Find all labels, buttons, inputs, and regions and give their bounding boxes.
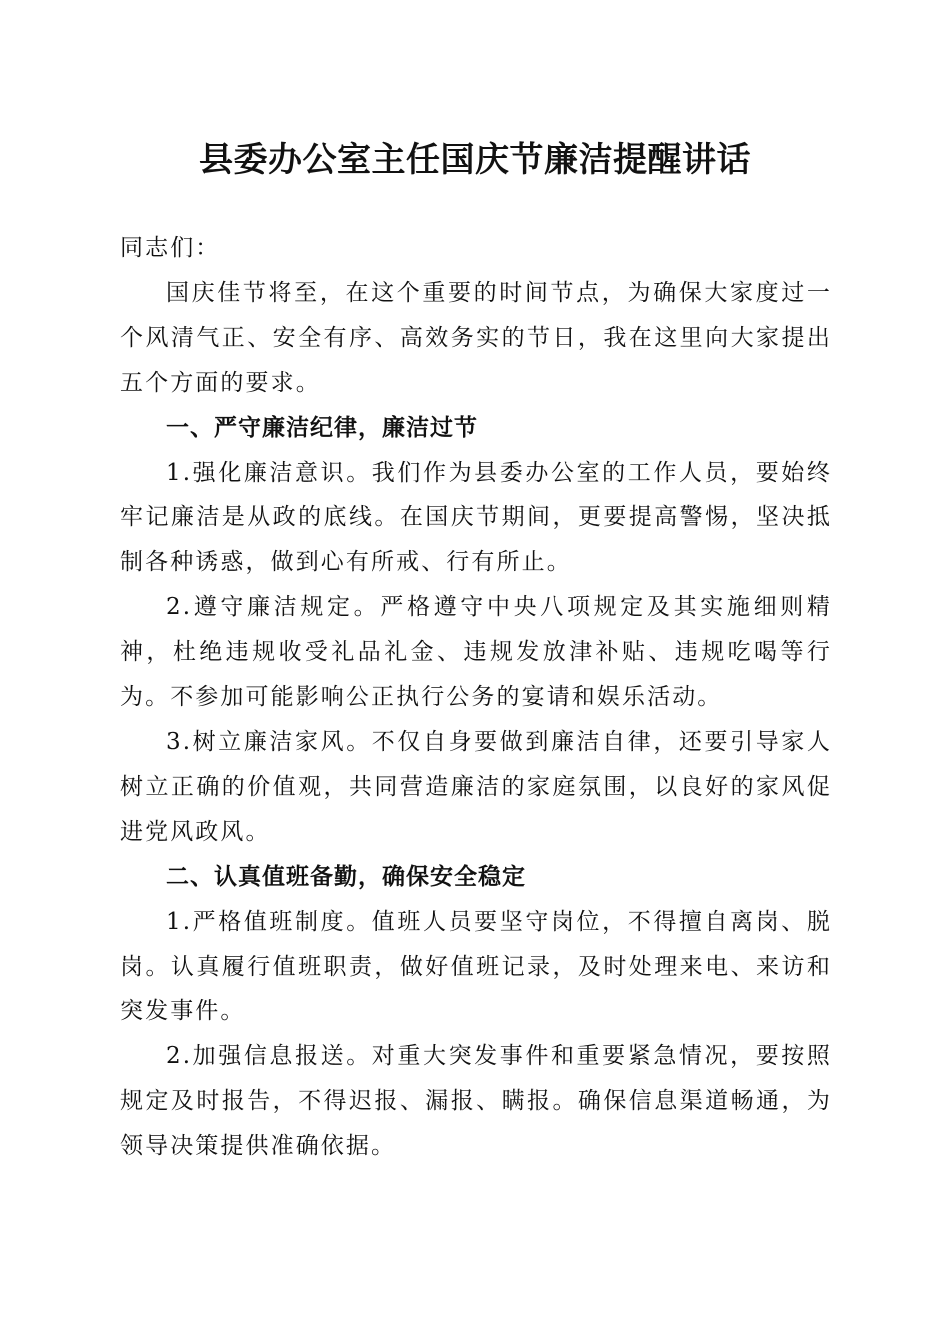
intro-paragraph: 国庆佳节将至，在这个重要的时间节点，为确保大家度过一个风清气正、安全有序、高效务实的节日，我在这里向大家提出五个方面的要求。 [120, 279, 832, 396]
section-2-paragraph-2: 2.加强信息报送。对重大突发事件和重要紧急情况，要按照规定及时报告，不得迟报、漏报、瞒报。确保信息渠道畅通，为领导决策提供准确依据。 [120, 1043, 832, 1160]
section-1-paragraph-1: 1.强化廉洁意识。我们作为县委办公室的工作人员，要始终牢记廉洁是从政的底线。在国庆节期间，更要提高警惕，坚决抵制各种诱惑，做到心有所戒、行有所止。 [120, 459, 832, 576]
section-1-paragraph-3: 3.树立廉洁家风。不仅自身要做到廉洁自律，还要引导家人树立正确的价值观，共同营造廉洁的家庭氛围，以良好的家风促进党风政风。 [120, 728, 832, 845]
salutation: 同志们： [120, 235, 221, 261]
document-title: 县委办公室主任国庆节廉洁提醒讲话 [199, 140, 751, 180]
document-body [120, 226, 832, 1169]
section-heading-2: 二、认真值班备勤，确保安全稳定 [166, 863, 526, 890]
section-1-paragraph-2: 2.遵守廉洁规定。严格遵守中央八项规定及其实施细则精神，杜绝违规收受礼品礼金、违规发放津补贴、违规吃喝等行为。不参加可能影响公正执行公务的宴请和娱乐活动。 [120, 594, 832, 711]
section-2-paragraph-1: 1.严格值班制度。值班人员要坚守岗位，不得擅自离岗、脱岗。认真履行值班职责，做好值班记录，及时处理来电、来访和突发事件。 [120, 908, 832, 1025]
section-heading-1: 一、严守廉洁纪律，廉洁过节 [166, 414, 478, 441]
